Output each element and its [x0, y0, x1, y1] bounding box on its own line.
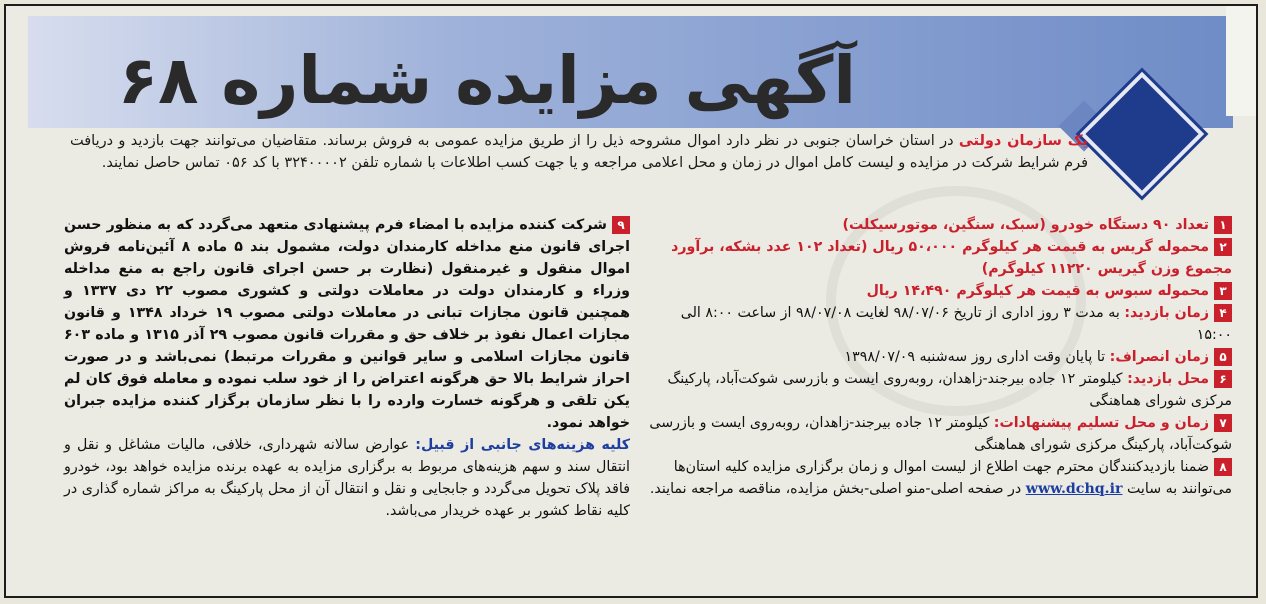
list-item [642, 368, 1232, 412]
list-item [642, 214, 1232, 236]
page-title: آگهی مزایده شماره ۶۸ [117, 42, 856, 119]
item-number: ۹ [612, 216, 630, 234]
organization-name: یک سازمان دولتی [958, 133, 1088, 149]
list-item [642, 412, 1232, 456]
terms-paragraph [64, 214, 630, 434]
list-item [642, 302, 1232, 346]
item-label: محموله سبوس به قیمت هر کیلوگرم ۱۴،۴۹۰ ریال [866, 283, 1209, 299]
item-number: ۲ [1214, 238, 1232, 256]
item-label: محل بازدید: [1127, 371, 1209, 387]
item-number: ۸ [1214, 458, 1232, 476]
item-number: ۷ [1214, 414, 1232, 432]
item-text-continued: در صفحه اصلی-منو اصلی-بخش مزایده، مناقصه مراجعه نمایند. [649, 481, 1026, 497]
item-label: زمان بازدید: [1124, 305, 1209, 321]
intro-text: در استان خراسان جنوبی در نظر دارد اموال مشروحه ذیل را از طریق مزایده عمومی به فروش برساند. متقاضیان می‌توانند جهت بازدید و دریافت فرم شرایط شرکت در مزایده و لیست کامل اموال در زمان و محل اعلامی مراجعه و یا جهت کسب اطلاعات با شماره تلفن ۳۲۴۰۰۰۰۲ با کد ۰۵۶ تماس حاصل نمایند. [70, 133, 1088, 171]
list-item [642, 456, 1232, 500]
item-label: زمان انصراف: [1109, 349, 1209, 365]
terms-text: شرکت کننده مزایده با امضاء فرم پیشنهادی متعهد می‌گردد که به منظور حسن اجرای قانون منع مداخله کارمندان دولت، مشمول بند ۵ ماده ۸ آئین‌نامه فروش اموال منقول و غیرمنقول (نظارت بر حسن اجرای قانون راجع به منع مداخله وزراء و کارمندان دولت در معاملات دولتی و کشوری مصوب ۲۲ دی ۱۳۳۷ و همچنین قانون مجازات تبانی در معاملات دولتی مصوب ۱۹ خرداد ۱۳۴۸ و قانون مجازات اعمال نفوذ بر خلاف حق و مقررات قانون مصوب ۲۹ آذر ۱۳۱۵ و ماده ۶۰۳ قانون مجازات اسلامی و سایر قوانین و مقررات مرتبط) نمی‌باشد و در صورت احراز شرایط بالا حق هرگونه اعتراض را از خود سلب نموده و معامله فوق کان لم یکن تلقی و هرگونه خسارت وارده را با نظر سازمان برگزار کننده مزایده جبران خواهد نمود. [64, 217, 631, 431]
costs-paragraph [64, 434, 630, 522]
item-number: ۴ [1214, 304, 1232, 322]
costs-label: کلیه هزینه‌های جانبی از قبیل: [415, 437, 630, 453]
header-corner [1226, 6, 1256, 116]
item-text: ضمنا بازدیدکنندگان محترم جهت اطلاع از لیست اموال و زمان برگزاری مزایده کلیه استان‌ها می‌توانند به سایت [673, 459, 1232, 497]
item-label: محموله گریس به قیمت هر کیلوگرم ۵۰،۰۰۰ ریال (تعداد ۱۰۲ عدد بشکه، برآورد مجموع وزن گیریس ۱۱۲۲۰ کیلوگرم) [671, 239, 1232, 277]
advertisement-page [4, 4, 1258, 598]
list-item [642, 280, 1232, 302]
item-number: ۳ [1214, 282, 1232, 300]
costs-text: عوارض سالانه شهرداری، خلافی، مالیات مشاغل و نقل و انتقال سند و سهم هزینه‌های مربوط به برگزاری مزایده به عهده برنده مزایده خواهد بود، خودرو فاقد پلاک تحویل می‌گردد و جابجایی و نقل و انتقال آن از محل پارکینگ به مراکز شماره گذاری در کلیه نقاط کشور بر عهده خریدار می‌باشد. [64, 437, 630, 519]
intro-paragraph [70, 130, 1088, 174]
item-label: زمان و محل تسلیم پیشنهادات: [993, 415, 1209, 431]
item-text: کیلومتر ۱۲ جاده بیرجند-زاهدان، روبه‌روی ایست و بازرسی شوکت‌آباد، پارکینگ مرکزی شورای هماهنگی [649, 415, 1232, 453]
items-column [642, 214, 1232, 500]
item-number: ۱ [1214, 216, 1232, 234]
item-text: به مدت ۳ روز اداری از تاریخ ۹۸/۰۷/۰۶ لغایت ۹۸/۰۷/۰۸ از ساعت ۸:۰۰ الی ۱۵:۰۰ [680, 305, 1232, 343]
terms-column [64, 214, 630, 522]
item-text: تا پایان وقت اداری روز سه‌شنبه ۱۳۹۸/۰۷/۰۹ [844, 349, 1110, 365]
item-label: تعداد ۹۰ دستگاه خودرو (سبک، سنگین، موتورسیکلت) [842, 217, 1209, 233]
item-number: ۵ [1214, 348, 1232, 366]
item-text: کیلومتر ۱۲ جاده بیرجند-زاهدان، روبه‌روی ایست و بازرسی شوکت‌آباد، پارکینگ مرکزی شورای هماهنگی [667, 371, 1232, 409]
item-number: ۶ [1214, 370, 1232, 388]
list-item [642, 236, 1232, 280]
list-item [642, 346, 1232, 368]
website-link[interactable]: www.dchq.ir [1025, 481, 1123, 497]
